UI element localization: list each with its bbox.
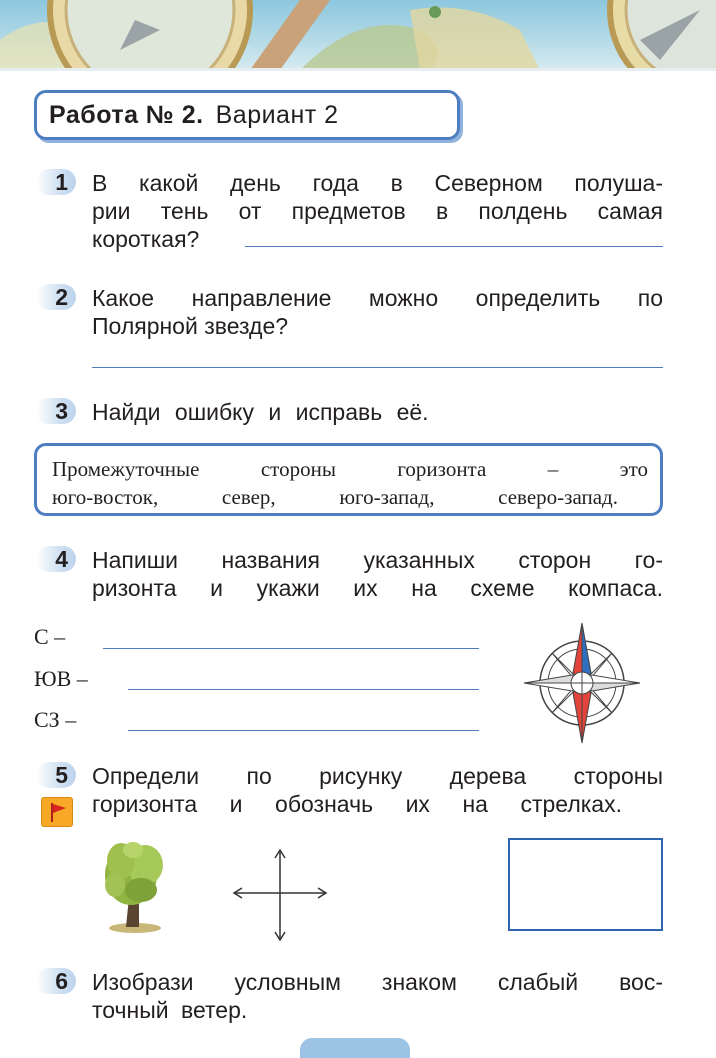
compass-rose-icon[interactable] xyxy=(520,620,644,746)
task4-label-northwest: СЗ – xyxy=(34,707,77,732)
task3-statement-line-1: Промежуточные стороны горизонта – это xyxy=(52,457,648,481)
page-tab xyxy=(300,1038,410,1058)
task6-line-1: Изобрази условным знаком слабый вос- xyxy=(92,969,663,995)
task4-label-north: С – xyxy=(34,624,66,649)
task-number-5: 5 xyxy=(36,762,76,788)
task4-answer-northwest[interactable] xyxy=(128,730,479,731)
task4-answer-north[interactable] xyxy=(103,648,479,649)
task4-answer-southeast[interactable] xyxy=(128,689,479,690)
task5-line-2: горизонта и обозначь их на стрелках. xyxy=(92,791,622,817)
banner-divider xyxy=(0,68,716,71)
task2-line-2: Полярной звезде? xyxy=(92,313,289,339)
cross-arrows-icon[interactable] xyxy=(232,848,328,942)
task3-statement-box xyxy=(34,443,663,516)
task1-line-2: рии тень от предметов в полдень самая xyxy=(92,198,663,224)
task-number-4: 4 xyxy=(36,546,76,572)
task5-answer-box[interactable] xyxy=(508,838,663,931)
task-number-6: 6 xyxy=(36,968,76,994)
flag-icon xyxy=(41,797,73,827)
compass-banner-icon xyxy=(0,0,716,70)
task-number-1: 1 xyxy=(36,169,76,195)
task-number-2: 2 xyxy=(36,284,76,310)
tree-icon xyxy=(93,835,173,935)
task1-line-1: В какой день года в Северном полуша- xyxy=(92,170,663,196)
task1-answer-line[interactable] xyxy=(245,246,663,247)
task3-statement-line-2: юго-восток, север, юго-запад, северо-запад. xyxy=(52,485,618,509)
task2-line-1: Какое направление можно определить по xyxy=(92,285,663,311)
title-variant: Вариант 2 xyxy=(215,100,339,129)
page-title xyxy=(34,90,460,140)
task4-line-1: Напиши названия указанных сторон го- xyxy=(92,547,663,573)
task4-line-2: ризонта и укажи их на схеме компаса. xyxy=(92,575,663,601)
header-banner xyxy=(0,0,716,70)
task5-line-1: Определи по рисунку дерева стороны xyxy=(92,763,663,789)
task4-label-southeast: ЮВ – xyxy=(34,666,88,691)
title-work-number: Работа № 2. xyxy=(49,100,204,129)
task-number-3: 3 xyxy=(36,398,76,424)
task3-prompt: Найди ошибку и исправь её. xyxy=(92,399,429,425)
task2-answer-line[interactable] xyxy=(92,367,663,368)
task6-line-2: точный ветер. xyxy=(92,997,248,1023)
task1-line-3: короткая? xyxy=(92,226,200,252)
